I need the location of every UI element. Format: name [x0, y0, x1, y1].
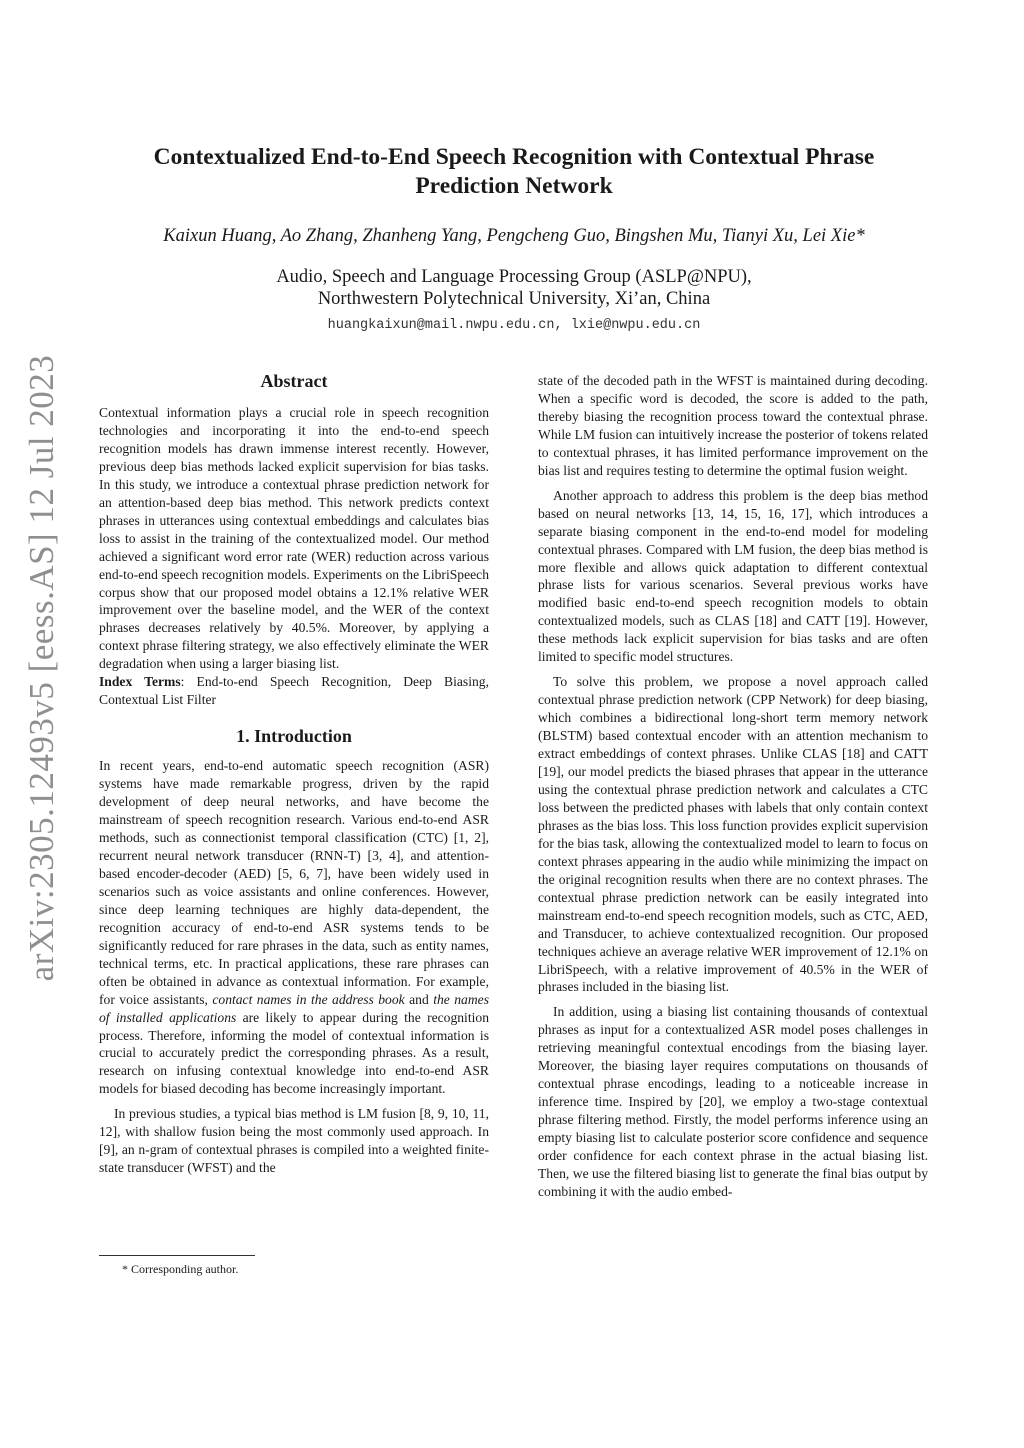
introduction-heading: 1. Introduction: [236, 726, 352, 747]
author-list: Kaixun Huang, Ao Zhang, Zhanheng Yang, Pengcheng Guo, Bingshen Mu, Tianyi Xu, Lei Xie*: [163, 226, 865, 246]
left-column: [99, 368, 489, 1184]
affiliation-line-2: Northwestern Polytechnical University, Xi’an, China: [317, 289, 711, 309]
index-terms-label: Index Terms: [99, 674, 181, 690]
intro-p1-italic-1: contact names in the address book: [212, 991, 405, 1007]
title-line-1: Contextualized End-to-End Speech Recognition with Contextual Phrase: [153, 144, 875, 170]
intro-p1-part-c: are likely to appear during the recognition process. Therefore, informing the model of contextual information is crucial to accurately predict the corresponding phrases. As a result, research on infusing contextual knowledge into end-to-end ASR models for biased decoding has become increasingly important.: [99, 1009, 489, 1097]
affiliation: [100, 266, 928, 310]
footnote: * Corresponding author.: [122, 1262, 239, 1276]
intro-p1-italic-2: the names of installed applications: [99, 991, 489, 1025]
paper-title: [100, 143, 928, 201]
intro-paragraph-6: In addition, using a biasing list containing thousands of contextual phrases as input for a contextualized ASR model poses challenges in retrieving meaningful contextual encodings from the biasing layer. Moreover, the biasing layer requires computations on thousands of contextual phrase encodings, leading to a noticeable increase in inference time. Inspired by [20], we employ a two-stage contextual phrase filtering method. Firstly, the model performs inference using an empty biasing list to calculate posterior score confidence and sequence order confidence for each context phrase in the actual biasing list. Then, we use the filtered biasing list to generate the final bias output by combining it with the audio embed-: [538, 1004, 928, 1199]
author-emails: huangkaixun@mail.nwpu.edu.cn, lxie@nwpu.edu.cn: [327, 318, 701, 333]
intro-p1-part-a: In recent years, end-to-end automatic speech recognition (ASR) systems have made remarkable progress, driven by the rapid development of deep neural networks, and have become the mainstream of speech recognition research. Various end-to-end ASR methods, such as connectionist temporal classification (CTC) [1, 2], recurrent neural network transducer (RNN-T) [3, 4], and attention-based encoder-decoder (AED) [5, 6, 7], have been widely used in scenarios such as voice assistants and online conferences. However, since deep learning techniques are highly data-dependent, the recognition accuracy of end-to-end ASR systems tends to be significantly reduced for rare phrases in the data, such as entity names, technical terms, etc. In practical applications, these rare phrases can often be obtained in advance as contextual information. For example, for voice assistants,: [99, 758, 489, 1007]
abstract-text: Contextual information plays a crucial role in speech recognition technologies and incorporating it into the end-to-end speech recognition models has drawn immense interest recently. However, previous deep bias methods lacked explicit supervision for bias tasks. In this study, we introduce a contextual phrase prediction network for an attention-based deep bias method. This network predicts context phrases in utterances using contextual embeddings and calculates bias loss to assist in the training of the contextualized model. Our method achieved a significant word error rate (WER) reduction across various end-to-end speech recognition models. Experiments on the LibriSpeech corpus show that our proposed model obtains a 12.1% relative WER improvement over the baseline model, and the WER of the context phrases decreases relatively by 40.5%. Moreover, by applying a context phrase filtering strategy, we also effectively eliminate the WER degradation when using a larger biasing list.: [99, 405, 489, 672]
index-terms-text: : End-to-end Speech Recognition, Deep Biasing, Contextual List Filter: [99, 674, 489, 708]
title-line-2: Prediction Network: [415, 173, 613, 199]
index-terms: [99, 673, 489, 709]
intro-p1-part-b: and: [404, 991, 434, 1007]
affiliation-line-1: Audio, Speech and Language Processing Group (ASLP@NPU),: [276, 267, 752, 287]
arxiv-identifier: arXiv:2305.12493v5 [eess.AS] 12 Jul 2023: [22, 354, 61, 982]
footnote-rule: [99, 1255, 255, 1256]
abstract-heading: Abstract: [260, 371, 328, 391]
intro-paragraph-2: In previous studies, a typical bias method is LM fusion [8, 9, 10, 11, 12], with shallow fusion being the most commonly used approach. In [9], an n-gram of contextual phrases is compiled into a weighted finite-state transducer (WFST) and the: [99, 1106, 489, 1176]
intro-paragraph-1: [99, 757, 489, 1098]
intro-paragraph-4: Another approach to address this problem is the deep bias method based on neural networks [13, 14, 15, 16, 17], which introduces a separate biasing component in the end-to-end model for modeling contextual phrases. Compared with LM fusion, the deep bias method is more flexible and allows quick adaptation to different contextual phrase lists for various scenarios. Several previous works have modified basic end-to-end speech recognition models to obtain contextualized models, such as CLAS [18] and CATT [19]. However, these methods lack explicit supervision for bias tasks and are often limited to specific model structures.: [538, 487, 928, 665]
right-column: [538, 372, 928, 1208]
intro-paragraph-5: To solve this problem, we propose a novel approach called contextual phrase prediction network (CPP Network) for deep biasing, which combines a bidirectional long-short term memory network (BLSTM) based contextual encoder with an attention mechanism to extract embeddings of context phrases. Unlike CLAS [18] and CATT [19], our model predicts the biased phrases that appear in the utterance using the contextual phrase prediction network and calculates a CTC loss between the predicted phases with labels that only contain context phrases as the bias loss. This loss function provides explicit supervision for the bias task, allowing the contextualized model to learn to focus on context phrases appearing in the audio while minimizing the impact on the original recognition results when there are no context phrases. The contextual phrase prediction network can be easily integrated into mainstream end-to-end speech recognition models, such as CTC, AED, and Transducer, to achieve contextualized recognition. Our proposed techniques achieve an average relative WER improvement of 12.1% on LibriSpeech, with a relative improvement of 40.5% in the WER of phrases included in the biasing list.: [538, 674, 928, 995]
intro-paragraph-3: state of the decoded path in the WFST is maintained during decoding. When a specific word is decoded, the score is added to the path, thereby biasing the recognition process toward the contextual phrase. While LM fusion can intuitively increase the posterior of tokens related to contextual phrases, it has limited performance improvement on the bias list and requires testing to determine the optimal fusion weight.: [538, 373, 928, 478]
